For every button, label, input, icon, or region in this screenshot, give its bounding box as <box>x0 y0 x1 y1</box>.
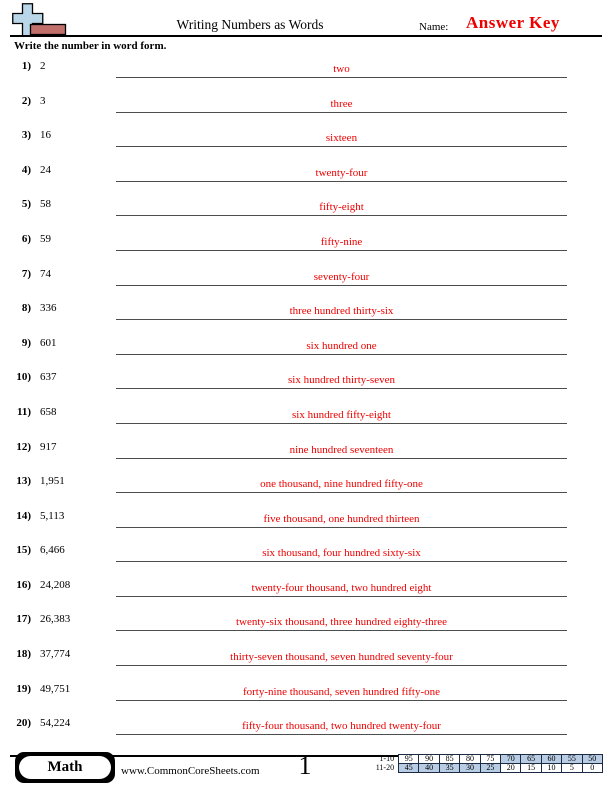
problem-row <box>0 597 612 632</box>
problem-row <box>0 459 612 494</box>
problem-value: 16 <box>40 129 51 142</box>
score-cell: 45 <box>398 763 419 773</box>
problem-number: 18) <box>16 648 31 661</box>
problem-row <box>0 389 612 424</box>
answer-line <box>116 440 567 459</box>
problem-row <box>0 320 612 355</box>
answer-line <box>116 578 567 597</box>
answer-line <box>116 59 567 78</box>
score-cell: 85 <box>439 754 460 764</box>
answer-line <box>116 267 567 286</box>
score-cell: 10 <box>541 763 562 773</box>
answer-text: six hundred one <box>306 339 377 352</box>
problem-value: 24 <box>40 163 51 176</box>
problem-row <box>0 113 612 148</box>
problem-value: 3 <box>40 94 46 107</box>
score-row-label: 11-20 <box>375 762 395 772</box>
answer-text: six thousand, four hundred sixty-six <box>262 547 421 560</box>
page-title: Writing Numbers as Words <box>176 17 324 32</box>
score-cell: 5 <box>561 763 582 773</box>
score-grid <box>376 754 603 773</box>
answer-text: nine hundred seventeen <box>289 443 394 456</box>
answer-line <box>116 301 567 320</box>
score-cell: 55 <box>561 754 582 764</box>
instruction-text: Write the number in word form. <box>14 40 167 52</box>
problem-value: 2 <box>40 59 46 72</box>
answer-text: thirty-seven thousand, seven hundred seventy-four <box>230 651 453 664</box>
problem-number: 2) <box>21 94 31 107</box>
score-cell: 60 <box>541 754 562 764</box>
name-label: Name: <box>419 21 449 33</box>
answer-text: fifty-eight <box>319 201 364 214</box>
answer-text: five thousand, one hundred thirteen <box>263 512 420 525</box>
subject-badge-inner <box>19 756 111 779</box>
answer-text: twenty-four thousand, two hundred eight <box>251 581 432 594</box>
problem-number: 3) <box>21 129 31 142</box>
problem-value: 5,113 <box>40 509 65 522</box>
problem-value: 74 <box>40 267 51 280</box>
answer-text: twenty-six thousand, three hundred eighty-three <box>235 616 448 629</box>
answer-line <box>116 94 567 113</box>
answer-key-text: Answer Key <box>466 13 560 32</box>
problem-row <box>0 562 612 597</box>
problem-number: 17) <box>16 613 31 626</box>
answer-text: sixteen <box>325 132 358 145</box>
score-cell: 35 <box>439 763 460 773</box>
score-row-label: 1-10 <box>379 753 395 763</box>
problem-value: 24,208 <box>40 578 71 591</box>
problem-number: 1) <box>21 59 31 72</box>
answer-line <box>116 509 567 528</box>
score-row <box>376 763 603 773</box>
score-cell: 15 <box>520 763 541 773</box>
problem-row <box>0 216 612 251</box>
problem-row <box>0 43 612 78</box>
score-cell: 50 <box>582 754 603 764</box>
problem-value: 49,751 <box>40 682 71 695</box>
subject-badge-label: Math <box>47 759 83 775</box>
header-divider <box>10 35 602 37</box>
problem-row <box>0 493 612 528</box>
score-cell: 20 <box>500 763 521 773</box>
score-cell: 70 <box>500 754 521 764</box>
problem-number: 13) <box>16 475 31 488</box>
problem-value: 336 <box>40 302 57 315</box>
answer-line <box>116 716 567 735</box>
score-cell: 95 <box>398 754 419 764</box>
answer-line <box>116 543 567 562</box>
problem-row <box>0 528 612 563</box>
problem-row <box>0 424 612 459</box>
problem-number: 4) <box>21 163 31 176</box>
answer-text: fifty-four thousand, two hundred twenty-four <box>242 720 441 733</box>
answer-text: six hundred fifty-eight <box>292 408 391 421</box>
score-cell: 25 <box>480 763 501 773</box>
answer-text: three hundred thirty-six <box>289 305 394 318</box>
problem-value: 917 <box>40 440 57 453</box>
problem-number: 11) <box>16 405 31 418</box>
problem-number: 7) <box>21 267 31 280</box>
page-number: 1 <box>298 751 312 780</box>
problem-number: 12) <box>16 440 31 453</box>
problem-number: 14) <box>16 509 31 522</box>
answer-text: three <box>330 97 353 110</box>
problem-value: 59 <box>40 232 51 245</box>
answer-line <box>116 405 567 424</box>
score-cell: 40 <box>418 763 439 773</box>
answer-line <box>116 163 567 182</box>
problem-row <box>0 78 612 113</box>
problem-row <box>0 666 612 701</box>
score-cell: 0 <box>582 763 603 773</box>
answer-line <box>116 128 567 147</box>
problem-number: 6) <box>21 232 31 245</box>
problem-row <box>0 251 612 286</box>
score-cell: 75 <box>480 754 501 764</box>
problems-list <box>0 43 612 735</box>
answer-line <box>116 197 567 216</box>
problem-number: 10) <box>16 371 31 384</box>
score-cell: 90 <box>418 754 439 764</box>
problem-number: 15) <box>16 544 31 557</box>
score-cell: 65 <box>520 754 541 764</box>
problem-number: 19) <box>16 682 31 695</box>
problem-row <box>0 631 612 666</box>
problem-row <box>0 182 612 217</box>
answer-text: two <box>333 62 350 75</box>
website-text: www.CommonCoreSheets.com <box>121 765 260 777</box>
problem-number: 16) <box>16 578 31 591</box>
answer-text: forty-nine thousand, seven hundred fifty-one <box>242 685 441 698</box>
problem-number: 9) <box>21 336 31 349</box>
answer-line <box>116 232 567 251</box>
score-cell: 80 <box>459 754 480 764</box>
problem-value: 54,224 <box>40 717 71 730</box>
problem-value: 637 <box>40 371 57 384</box>
answer-text: seventy-four <box>313 270 370 283</box>
problem-value: 1,951 <box>40 475 65 488</box>
answer-text: six hundred thirty-seven <box>288 374 395 387</box>
problem-value: 6,466 <box>40 544 65 557</box>
subject-badge <box>15 752 115 783</box>
problem-number: 8) <box>21 302 31 315</box>
problem-value: 58 <box>40 198 51 211</box>
answer-text: one thousand, nine hundred fifty-one <box>260 478 423 491</box>
answer-line <box>116 336 567 355</box>
brick-shape <box>31 25 66 35</box>
problem-value: 601 <box>40 336 57 349</box>
problem-value: 37,774 <box>40 648 71 661</box>
problem-row <box>0 147 612 182</box>
answer-text: twenty-four <box>315 166 368 179</box>
answer-line <box>116 612 567 631</box>
problem-value: 658 <box>40 405 57 418</box>
answer-line <box>116 370 567 389</box>
answer-line <box>116 682 567 701</box>
problem-row <box>0 701 612 736</box>
problem-row <box>0 355 612 390</box>
problem-number: 5) <box>21 198 31 211</box>
answer-text: fifty-nine <box>320 235 363 248</box>
answer-line <box>116 474 567 493</box>
problem-row <box>0 286 612 321</box>
score-cell: 30 <box>459 763 480 773</box>
problem-value: 26,383 <box>40 613 71 626</box>
answer-line <box>116 647 567 666</box>
problem-number: 20) <box>16 717 31 730</box>
